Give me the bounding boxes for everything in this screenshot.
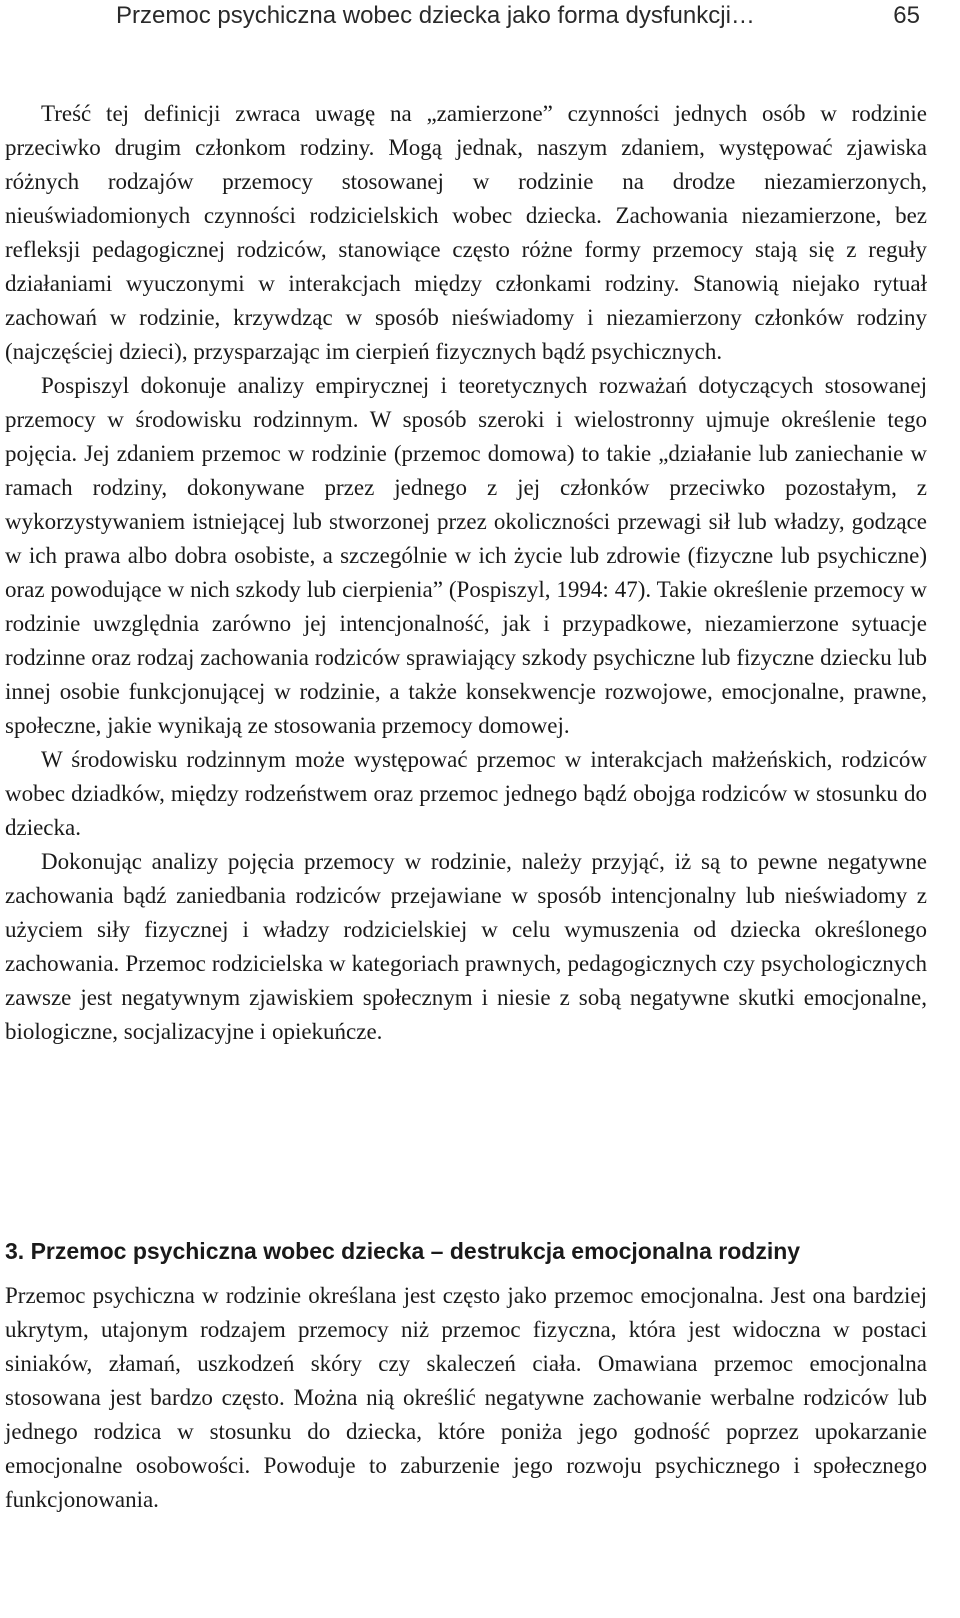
paragraph: Dokonując analizy pojęcia przemocy w rodzinie, należy przyjąć, iż są to pewne negatywne zachowania bądź zaniedbania rodziców przejawiane w sposób intencjonalny lub nieświadomy z użyciem siły fizycznej i władzy rodzicielskiej w celu wymuszenia od dziecka określonego zachowania. Przemoc rodzicielska w kategoriach prawnych, pedagogicznych czy psychologicznych zawsze jest negatywnym zjawiskiem społecznym i niesie z sobą negatywne skutki emocjonalne, biologiczne, socjalizacyjne i opiekuńcze. <box>5 849 927 1044</box>
paragraph: Treść tej definicji zwraca uwagę na „zamierzone” czynności jednych osób w rodzinie przeciwko drugim członkom rodziny. Mogą jednak, naszym zdaniem, występować zjawiska różnych rodzajów przemocy stosowanej w rodzinie na drodze niezamierzonych, nieuświadomionych czynności rodzicielskich wobec dziecka. Zachowania niezamierzone, bez refleksji pedagogicznej rodziców, stanowiące często różne formy przemocy stają się z reguły działaniami wyuczonymi w interakcjach między członkami rodziny. Stanowią niejako rytuał zachowań w rodzinie, krzywdząc w sposób nieświadomy i niezamierzony członków rodziny (najczęściej dzieci), przysparzając im cierpień fizycznych bądź psychicznych. <box>5 101 927 364</box>
body-text <box>5 97 927 1049</box>
page-number: 65 <box>893 2 920 29</box>
page-header <box>0 0 960 40</box>
paragraph: W środowisku rodzinnym może występować przemoc w interakcjach małżeńskich, rodziców wobec dziadków, między rodzeństwem oraz przemoc jednego bądź obojga rodziców w stosunku do dziecka. <box>5 747 927 840</box>
section-text <box>5 1279 927 1517</box>
paragraph: Pospiszyl dokonuje analizy empirycznej i teoretycznych rozważań dotyczących stosowanej przemocy w środowisku rodzinnym. W sposób szeroki i wielostronny ujmuje określenie tego pojęcia. Jej zdaniem przemoc w rodzinie (przemoc domowa) to takie „działanie lub zaniechanie w ramach rodziny, dokonywane przez jednego z jej członków przeciwko pozostałym, z wykorzystywaniem istniejącej lub stworzonej przez okoliczności przewagi sił lub władzy, godzące w ich prawa albo dobra osobiste, a szczególnie w ich życie lub zdrowie (fizyczne lub psychiczne) oraz powodujące w nich szkody lub cierpienia” (Pospiszyl, 1994: 47). Takie określenie przemocy w rodzinie uwzględnia zarówno jej intencjonalność, jak i przypadkowe, niezamierzone sytuacje rodzinne oraz rodzaj zachowania rodziców sprawiający szkody psychiczne lub fizyczne dziecku lub innej osobie funkcjonującej w rodzinie, a także konsekwencje rozwojowe, emocjonalne, prawne, społeczne, jakie wynikają ze stosowania przemocy domowej. <box>5 373 927 738</box>
running-title: Przemoc psychiczna wobec dziecka jako forma dysfunkcji… <box>116 2 755 29</box>
paragraph: Przemoc psychiczna w rodzinie określana jest często jako przemoc emocjonalna. Jest ona bardziej ukrytym, utajonym rodzajem przemocy niż przemoc fizyczna, która jest widoczna w postaci siniaków, złamań, uszkodzeń skóry czy skaleczeń ciała. Omawiana przemoc emocjonalna stosowana jest bardzo często. Można nią określić negatywne zachowanie werbalne rodziców lub jednego rodzica w stosunku do dziecka, które poniża jego godność poprzez upokarzanie emocjonalne osobowości. Powoduje to zaburzenie jego rozwoju psychicznego i społecznego funkcjonowania. <box>5 1283 927 1512</box>
section-heading: 3. Przemoc psychiczna wobec dziecka – destrukcja emocjonalna rodziny <box>5 1238 801 1264</box>
